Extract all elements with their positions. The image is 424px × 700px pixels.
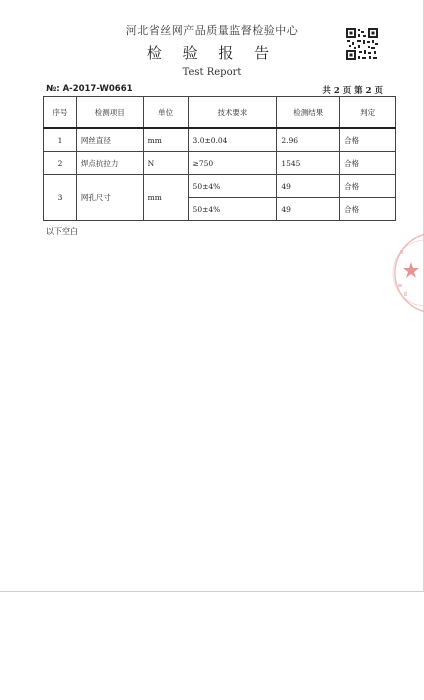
row-number: 3 [44, 175, 77, 221]
report-number: №: A-2017-W0661 [46, 84, 133, 94]
test-result: 2.96 [277, 128, 340, 152]
row-number: 1 [44, 128, 77, 152]
blank-below-note: 以下空白 [46, 227, 78, 236]
qr-code-icon [345, 27, 379, 61]
table-row [44, 152, 396, 175]
row-number: 2 [44, 152, 77, 175]
column-header: 判定 [340, 97, 396, 129]
table-row [44, 175, 396, 198]
table-header-row [44, 97, 396, 129]
table-row [44, 128, 396, 152]
verdict: 合格 [340, 152, 396, 175]
column-header: 技术要求 [188, 97, 277, 129]
test-result: 49 [277, 198, 340, 221]
test-item: 焊点抗拉力 [76, 152, 143, 175]
requirement: 3.0±0.04 [188, 128, 277, 152]
requirement: ≥750 [188, 152, 277, 175]
column-header: 序号 [44, 97, 77, 129]
requirement: 50±4% [188, 198, 277, 221]
unit: mm [143, 128, 188, 152]
report-title: 检 验 报 告 [146, 44, 278, 62]
column-header: 检测结果 [277, 97, 340, 129]
official-seal-stamp [390, 226, 424, 316]
column-header: 检测项目 [76, 97, 143, 129]
organization-name: 河北省丝网产品质量监督检验中心 [125, 24, 299, 37]
report-subtitle: Test Report [182, 67, 242, 78]
verdict: 合格 [340, 128, 396, 152]
results-table [43, 96, 396, 221]
unit: N [143, 152, 188, 175]
page-indicator: 共 2 页 第 2 页 [322, 86, 383, 96]
verdict: 合格 [340, 198, 396, 221]
test-item: 网丝直径 [76, 128, 143, 152]
column-header: 单位 [143, 97, 188, 129]
test-item: 网孔尺寸 [76, 175, 143, 221]
verdict: 合格 [340, 175, 396, 198]
unit: mm [143, 175, 188, 221]
test-result: 1545 [277, 152, 340, 175]
requirement: 50±4% [188, 175, 277, 198]
test-result: 49 [277, 175, 340, 198]
